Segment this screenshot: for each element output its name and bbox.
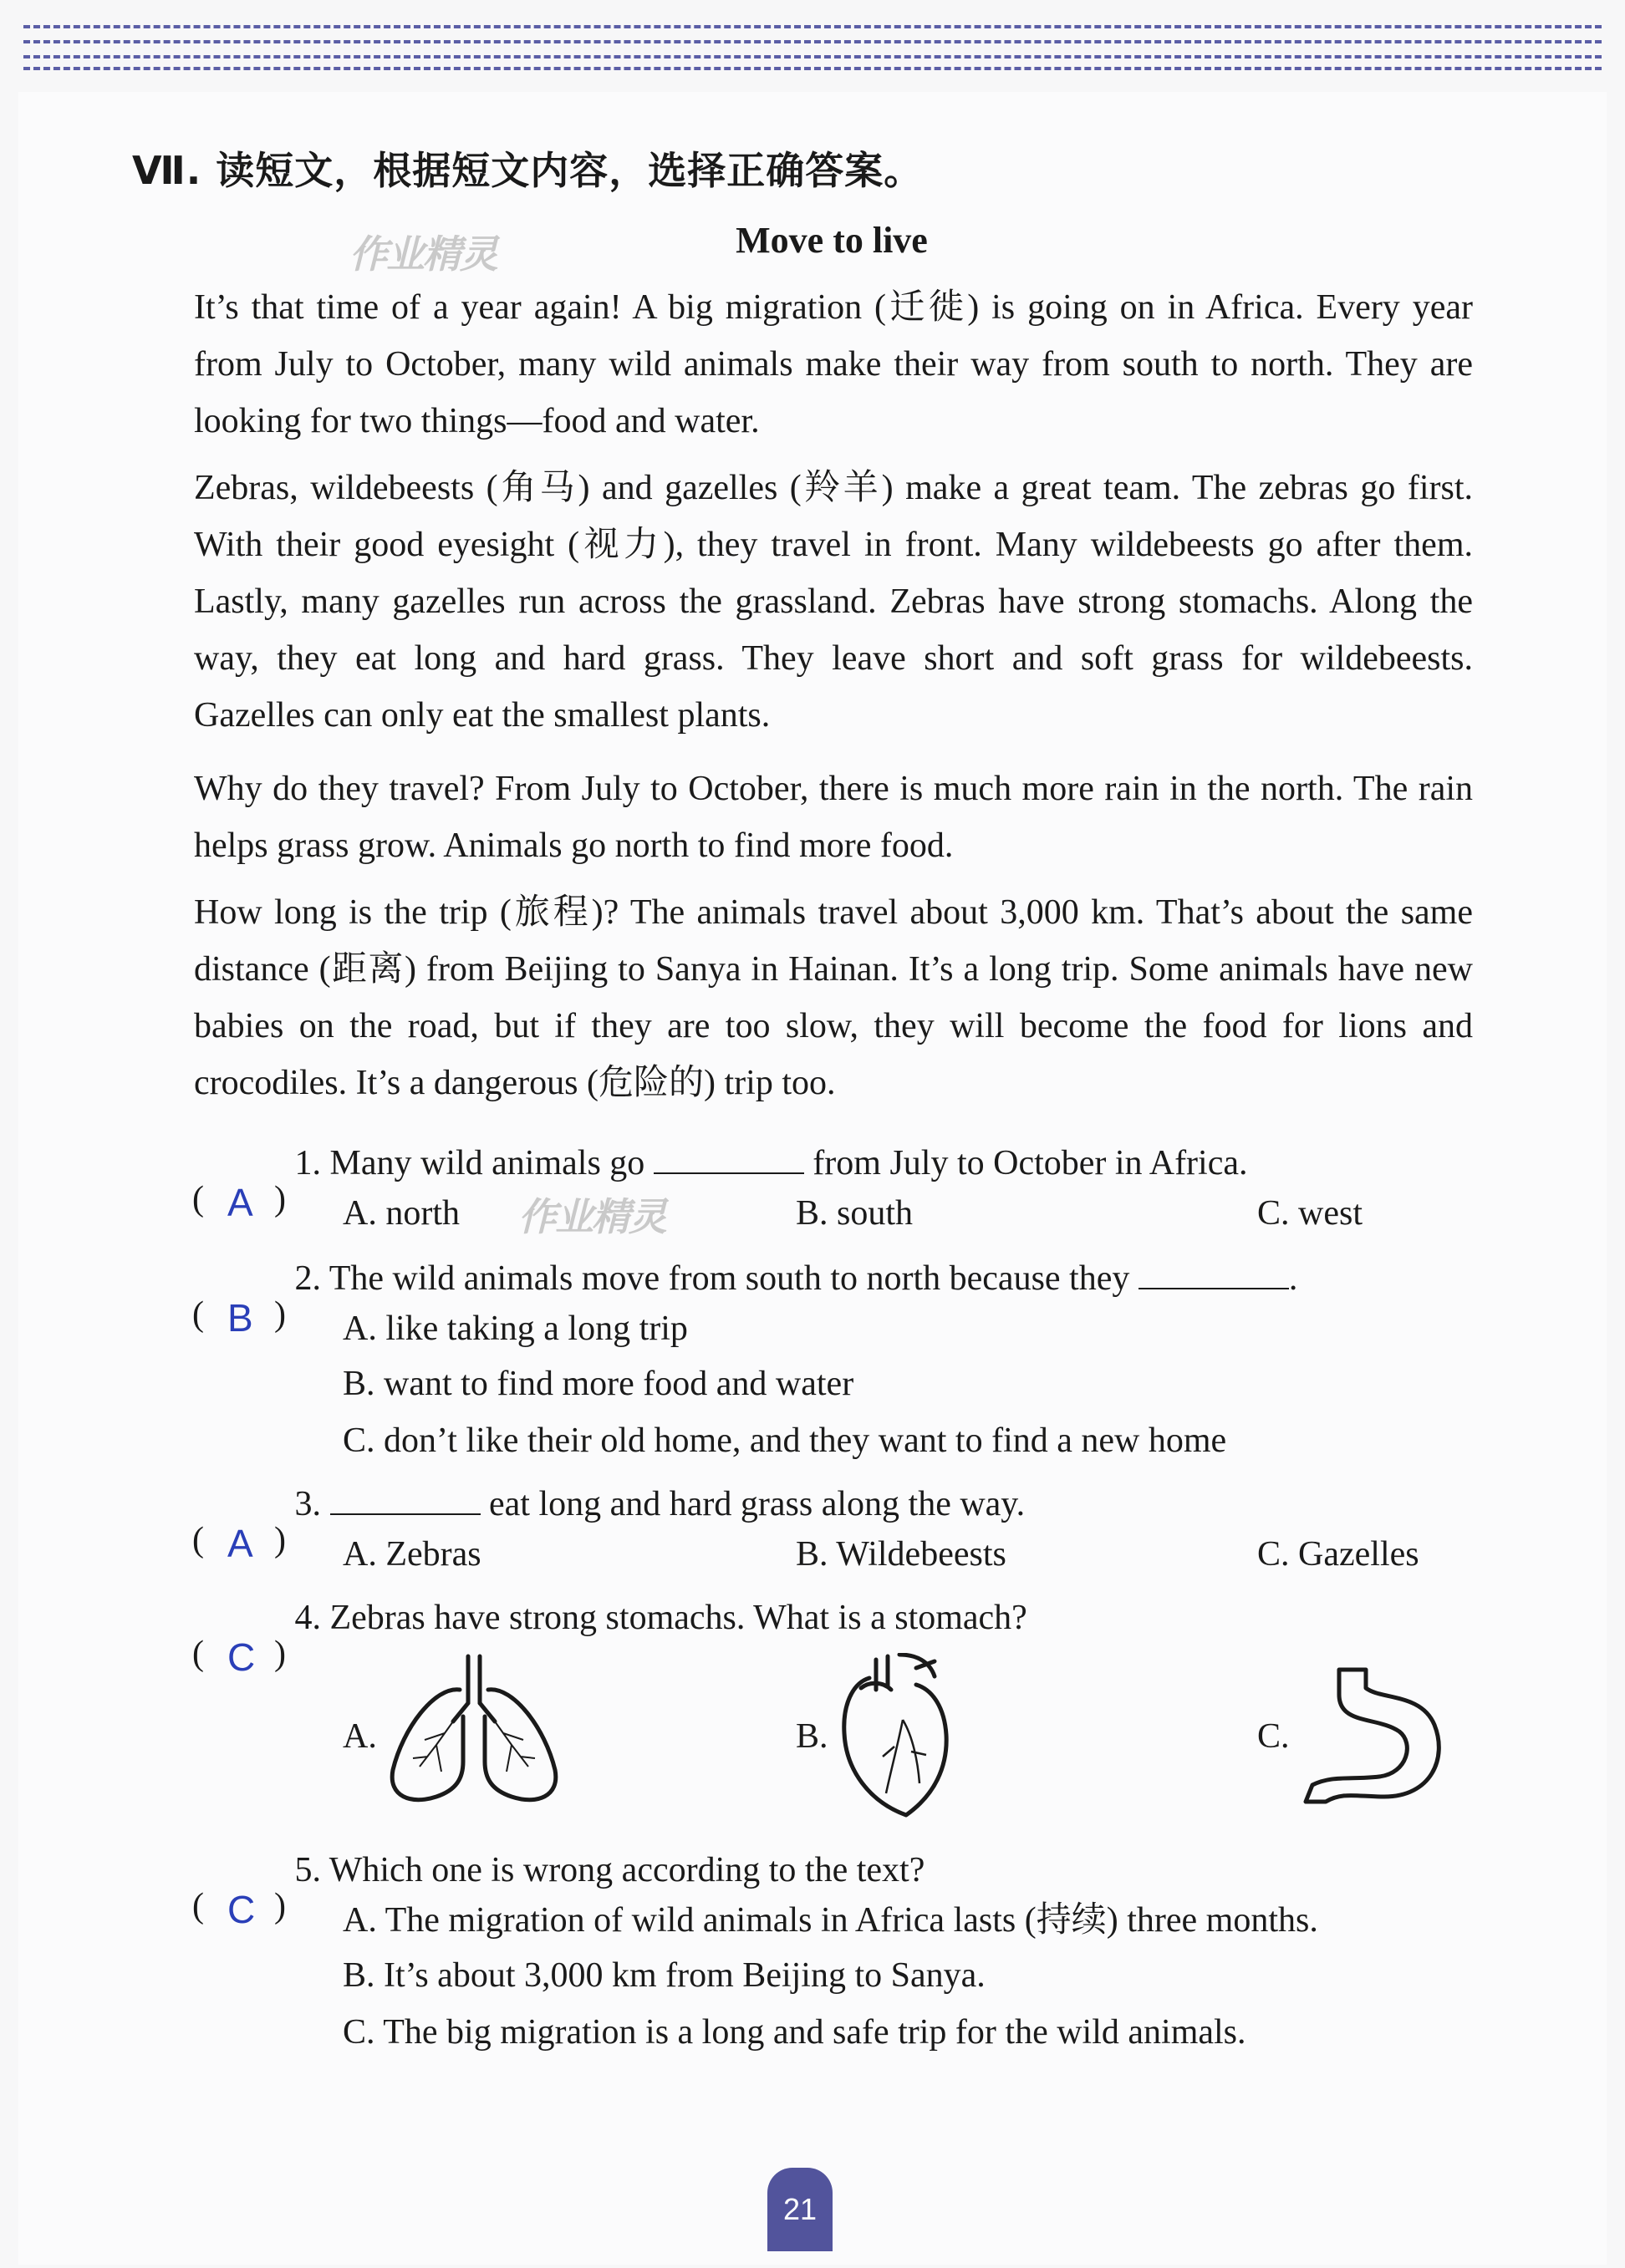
answer-blank xyxy=(330,1487,481,1515)
question-text: Many wild animals go xyxy=(329,1144,645,1182)
option: A. The migration of wild animals in Africa lasts (持续) three months. xyxy=(343,1901,1318,1940)
watermark: 作业精灵 xyxy=(518,1194,665,1239)
watermark: 作业精灵 xyxy=(349,231,497,277)
heart-icon xyxy=(836,1653,953,1818)
question-text: . xyxy=(1288,1259,1298,1298)
question-1: ( A ) 1. Many wild animals go from July to October in Africa. xyxy=(192,1138,1248,1188)
lungs-icon xyxy=(386,1653,562,1808)
option: A. north xyxy=(343,1194,460,1233)
option: C. Gazelles xyxy=(1257,1535,1419,1574)
header-dash-line xyxy=(23,25,1602,28)
option: B. want to find more food and water xyxy=(343,1365,854,1403)
answer-blank xyxy=(1139,1261,1289,1289)
question-text: eat long and hard grass along the way. xyxy=(489,1485,1026,1523)
question-3: ( A ) 3. eat long and hard grass along the way. xyxy=(192,1479,1025,1529)
question-text: from July to October in Africa. xyxy=(812,1144,1248,1182)
page-number: 21 xyxy=(767,2168,833,2251)
option: B. xyxy=(796,1717,828,1756)
answer-mark: A xyxy=(227,1522,253,1565)
header-dash-line xyxy=(23,67,1602,70)
question-number: 3. xyxy=(294,1485,321,1523)
header-dash-line xyxy=(23,55,1602,58)
question-5: ( C ) 5. Which one is wrong according to the text? xyxy=(192,1845,925,1895)
section-title: Ⅶ. 读短文，根据短文内容，选择正确答案。 xyxy=(132,148,924,193)
stomach-icon xyxy=(1301,1666,1448,1808)
option: C. don’t like their old home, and they want to find a new home xyxy=(343,1421,1227,1460)
answer-mark: C xyxy=(227,1635,256,1679)
option: B. Wildebeests xyxy=(796,1535,1006,1574)
passage-title: Move to live xyxy=(736,220,928,261)
passage-paragraph: Why do they travel? From July to October, there is much more rain in the north. The rain helps grass grow. Animals go north to find more food. xyxy=(194,770,1473,865)
question-number: 2. xyxy=(294,1259,321,1298)
answer-mark: C xyxy=(227,1888,256,1931)
question-number: 5. xyxy=(294,1851,321,1889)
question-number: 1. xyxy=(294,1144,321,1182)
option: C. xyxy=(1257,1717,1290,1756)
question-number: 4. xyxy=(294,1599,321,1637)
answer-mark: A xyxy=(227,1181,253,1224)
option: C. west xyxy=(1257,1194,1363,1233)
answer-blank xyxy=(654,1146,804,1174)
option: A. like taking a long trip xyxy=(343,1309,688,1348)
option: C. The big migration is a long and safe trip for the wild animals. xyxy=(343,2013,1246,2052)
header-dash-line xyxy=(23,40,1602,43)
passage-paragraph: Zebras, wildebeests (角马) and gazelles (羚羊) make a great team. The zebras go first. With their good eyesight (视力), they travel in front. Many wildebeests go after them. Lastly, many gazelles run across the grassland. Zebras have strong stomachs. Along the way, they eat long and hard grass. They leave short and soft grass for wildebeests. Gazelles can only eat the smallest plants. xyxy=(194,469,1473,735)
question-4: ( C ) 4. Zebras have strong stomachs. What is a stomach? xyxy=(192,1593,1027,1643)
question-text: Which one is wrong according to the text? xyxy=(329,1851,925,1889)
option: A. Zebras xyxy=(343,1535,481,1574)
answer-mark: B xyxy=(227,1296,253,1340)
question-text: Zebras have strong stomachs. What is a stomach? xyxy=(329,1599,1027,1637)
option: A. xyxy=(343,1717,377,1756)
question-2: ( B ) 2. The wild animals move from south to north because they . xyxy=(192,1254,1297,1304)
question-text: The wild animals move from south to north because they xyxy=(329,1259,1130,1298)
option: B. south xyxy=(796,1194,914,1233)
passage-paragraph: It’s that time of a year again! A big migration (迁徙) is going on in Africa. Every year from July to October, many wild animals make their way from south to north. They are looking for two things—food and water. xyxy=(194,288,1473,440)
passage-paragraph: How long is the trip (旅程)? The animals travel about 3,000 km. That’s about the same distance (距离) from Beijing to Sanya in Hainan. It’s a long trip. Some animals have new babies on the road, but if they are too slow, they will become the food for lions and crocodiles. It’s a dangerous (危险的) trip too. xyxy=(194,893,1473,1102)
option: B. It’s about 3,000 km from Beijing to Sanya. xyxy=(343,1956,986,1995)
